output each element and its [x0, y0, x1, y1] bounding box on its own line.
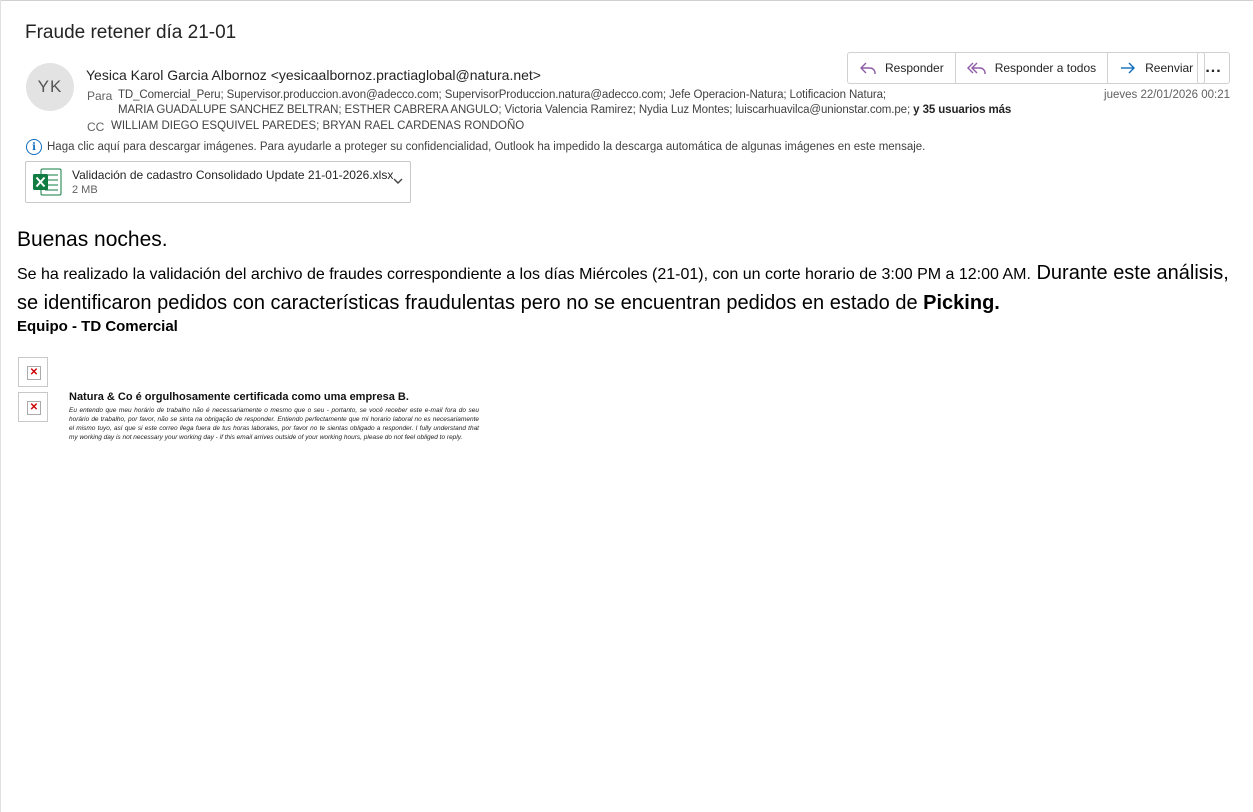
email-greeting: Buenas noches.	[17, 228, 168, 251]
cc-recipients[interactable]: WILLIAM DIEGO ESQUIVEL PAREDES; BRYAN RAEL CARDENAS RONDOÑO	[111, 120, 525, 132]
window-top-border	[0, 0, 1253, 4]
forward-icon	[1119, 60, 1137, 76]
to-recipients-line-2-text[interactable]: MARIA GUADALUPE SANCHEZ BELTRAN; ESTHER CABRERA ANGULO; Victoria Valencia Ramirez; Nydia Luz Montes; luiscarhuavilca@unionstar.com.pe;	[118, 104, 911, 116]
excel-file-icon	[32, 168, 62, 196]
broken-image-icon: ✕	[27, 401, 41, 415]
sender-avatar[interactable]: YK	[26, 63, 74, 111]
to-recipients-line-2[interactable]	[118, 104, 1011, 116]
reply-all-icon	[967, 60, 987, 76]
to-recipients-line-1[interactable]: TD_Comercial_Peru; Supervisor.produccion.avon@adecco.com; SupervisorProduccion.natura@adecco.com; Jefe Operacion-Natura; Lotificacion Natura;	[118, 89, 886, 101]
body-paragraph-bold: Picking.	[923, 292, 1000, 314]
body-paragraph-part-2: Durante este análisis, se identificaron pedidos con características fraudulentas pero no se encuentran pedidos en estado de	[17, 262, 1229, 314]
email-signature: Equipo - TD Comercial	[17, 318, 178, 335]
message-actions-toolbar	[847, 52, 1205, 84]
cc-label: CC	[87, 120, 105, 134]
more-icon: ...	[1205, 59, 1222, 76]
body-paragraph-part-1: Se ha realizado la validación del archivo de fraudes correspondiente a los días Miércoles (21-01), con un corte horario de 3:00 PM a 12:00 AM.	[17, 266, 1031, 283]
blocked-images-text[interactable]: Haga clic aquí para descargar imágenes. Para ayudarle a proteger su confidencialidad, Outlook ha impedido la descarga automática de algunas imágenes en este mensaje.	[47, 141, 926, 153]
blocked-images-infobar[interactable]	[26, 139, 925, 155]
blocked-image-placeholder[interactable]	[18, 392, 48, 422]
attachment-card[interactable]	[25, 161, 411, 203]
attachment-size: 2 MB	[72, 184, 98, 196]
chevron-down-icon[interactable]	[391, 174, 405, 188]
email-date: jueves 22/01/2026 00:21	[1104, 89, 1230, 101]
reply-button[interactable]	[848, 53, 956, 83]
more-actions-button[interactable]	[1197, 52, 1230, 84]
sender-name[interactable]: Yesica Karol Garcia Albornoz <yesicaalbornoz.practiaglobal@natura.net>	[86, 67, 541, 83]
forward-button-label: Reenviar	[1145, 61, 1194, 75]
reply-button-label: Responder	[885, 61, 944, 75]
email-subject: Fraude retener día 21-01	[25, 22, 237, 43]
footer-certification-title: Natura & Co é orgulhosamente certificada como uma empresa B.	[69, 391, 409, 403]
broken-image-icon: ✕	[27, 366, 41, 380]
reply-all-button-label: Responder a todos	[994, 61, 1097, 75]
email-body-paragraph	[17, 259, 1242, 319]
reply-icon	[859, 60, 877, 76]
attachment-name: Validación de cadastro Consolidado Update 21-01-2026.xlsx	[72, 168, 394, 182]
reading-pane-left-border	[0, 0, 1, 812]
forward-button[interactable]	[1108, 53, 1204, 83]
info-icon: i	[26, 139, 42, 155]
to-label: Para	[87, 89, 113, 103]
reply-all-button[interactable]	[956, 53, 1108, 83]
blocked-image-placeholder[interactable]	[18, 357, 48, 387]
more-recipients-link[interactable]: y 35 usuarios más	[913, 104, 1012, 116]
footer-disclaimer-text: Eu entendo que meu horário de trabalho não é necessariamente o mesmo que o seu - portanto, se você receber este e-mail fora do seu horário de trabalho, por favor, não se sinta na obrigação de responder. Entiendo perfectamente que mi horario laboral no es necesariamente el mismo tuyo, así que si este correo llega fuera de tus horas laborales, por favor no te sientas obligado a responder. I fully understand that my working day is not necessary your working day - if this email arrives outside of your working hours, please do not feel obliged to reply.	[69, 407, 479, 441]
